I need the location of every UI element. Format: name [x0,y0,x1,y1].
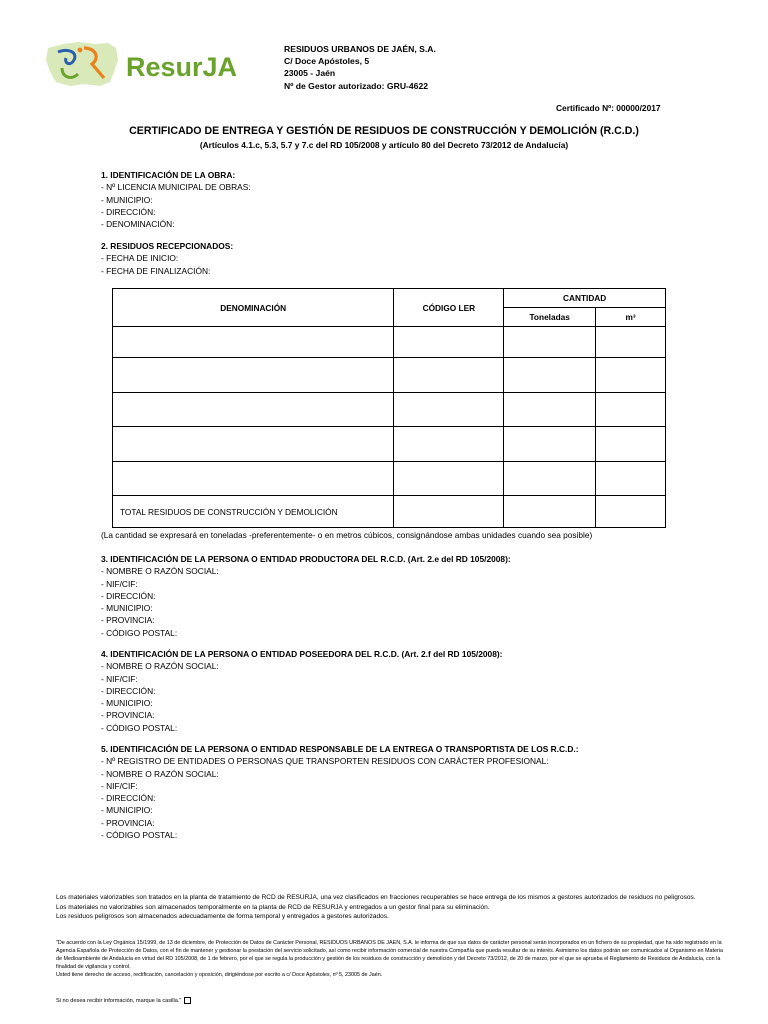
section-obra [101,169,251,230]
field-provincia: - PROVINCIA: [101,710,155,721]
field-nombre: - NOMBRE O RAZÓN SOCIAL: [101,566,219,577]
field-fecha-fin: - FECHA DE FINALIZACIÓN: [101,265,211,276]
cell-denominacion[interactable] [113,358,394,393]
field-nif: - NIF/CIF: [101,673,138,684]
cell-codigo[interactable] [394,393,504,427]
cell-codigo[interactable] [394,327,504,358]
cell-m3[interactable] [596,358,666,393]
header-m3: m³ [596,308,666,327]
resurja-logo [44,38,264,90]
field-municipio: - MUNICIPIO: [101,603,153,614]
quantity-note: (La cantidad se expresará en toneladas -preferentemente- o en metros cúbicos, consignándose ambas unidades cuando sea posible) [101,530,593,540]
field-nombre: - NOMBRE O RAZÓN SOCIAL: [101,661,219,672]
cell-toneladas[interactable] [504,358,596,393]
field-codigo-postal: - CÓDIGO POSTAL: [101,830,178,841]
field-registro: - Nº REGISTRO DE ENTIDADES O PERSONAS QUE TRANSPORTEN RESIDUOS CON CARÁCTER PROFESIONAL: [101,756,549,767]
cell-denominacion[interactable] [113,462,394,496]
cell-denominacion[interactable] [113,327,394,358]
field-codigo-postal: - CÓDIGO POSTAL: [101,722,178,733]
header-cantidad: CANTIDAD [504,289,666,308]
cell-m3[interactable] [596,496,666,528]
optout-line [56,997,191,1004]
document-title: CERTIFICADO DE ENTREGA Y GESTIÓN DE RESIDUOS DE CONSTRUCCIÓN Y DEMOLICIÓN (R.C.D.) [129,125,639,137]
section-residuos [101,240,233,277]
company-gestor: Nº de Gestor autorizado: GRU-4622 [284,80,429,91]
cell-codigo[interactable] [394,358,504,393]
company-info [284,43,436,92]
data-protection-notice [56,940,724,980]
document-subtitle: (Artículos 4.1.c, 5.3, 5.7 y 7.c del RD 105/2008 y artículo 80 del Decreto 73/2012 de Andalucía) [199,140,569,150]
cell-toneladas[interactable] [504,496,596,528]
table-row [113,358,666,393]
section-heading: 5. IDENTIFICACIÓN DE LA PERSONA O ENTIDAD RESPONSABLE DE LA ENTREGA O TRANSPORTISTA DE LOS R.C.D.: [101,744,579,754]
field-codigo-postal: - CÓDIGO POSTAL: [101,627,178,638]
optout-text: Si no desea recibir información, marque la casilla." [56,997,182,1004]
cell-toneladas[interactable] [504,462,596,496]
header-denominacion: DENOMINACIÓN [113,289,394,327]
cell-denominacion[interactable] [113,393,394,427]
logo-wordmark: ResurJA [126,52,238,82]
section-heading: 1. IDENTIFICACIÓN DE LA OBRA: [101,170,236,180]
cell-toneladas[interactable] [504,427,596,462]
field-municipio: - MUNICIPIO: [101,698,153,709]
field-nif: - NIF/CIF: [101,780,138,791]
section-heading: 3. IDENTIFICACIÓN DE LA PERSONA O ENTIDAD PRODUCTORA DEL R.C.D. (Art. 2.e del RD 105/2008): [101,554,511,564]
legal-paragraph: Usted tiene derecho de acceso, rectificación, cancelación y oposición, dirigiéndose por escrito a c/ Doce Apóstoles, nº 5, 23005 de Jaén. [56,971,383,978]
field-nif: - NIF/CIF: [101,578,138,589]
optout-checkbox[interactable] [184,997,191,1004]
footer-paragraph: Los residuos peligrosos son almacenados adecuadamente de forma temporal y entregados a gestores autorizados. [56,913,389,921]
cell-codigo[interactable] [394,462,504,496]
footer-paragraph: Los materiales no valorizables son almacenados temporalmente en la planta de RCD de RESURJA y entregados a un gestor final para su eliminación. [56,903,490,911]
section-productora [101,553,511,639]
header-toneladas: Toneladas [504,308,596,327]
section-heading: 2. RESIDUOS RECEPCIONADOS: [101,241,234,251]
certificate-number: Certificado Nº: 00000/2017 [556,103,661,113]
waste-table [112,288,666,528]
footer-paragraph: Los materiales valorizables son tratados en la planta de tratamiento de RCD de RESURJA, una vez clasificados en fracciones recuperables se hace entrega de los mismos a gestores autorizados de residuos no peligrosos. [56,894,696,901]
cell-m3[interactable] [596,327,666,358]
table-total-row [113,496,666,528]
cell-denominacion[interactable] [113,427,394,462]
table-row [113,393,666,427]
field-direccion: - DIRECCIÓN: [101,206,156,217]
materials-footer [56,893,724,922]
company-street: C/ Doce Apóstoles, 5 [284,56,370,67]
cell-m3[interactable] [596,462,666,496]
legal-paragraph: "De acuerdo con la Ley Orgánica 15/1999, de 13 de diciembre, de Protección de Datos de Carácter Personal, RESIDUOS URBANOS DE JAEN, S.A. le informa de que sus datos de carácter personal serán incorporados en un fichero de su propiedad, que ha sido registrado en la Agencia Española de Protección de Datos, con el fin de mantener y gestionar la prestación del servicio solicitado, así como recibir información comercial de nuestra Compañía que pueda resultar de su interés. Asimismo los datos podrán ser comunicados al Organismo en Materia de Medioambiente de Andalucía en virtud del RD 105/2008, de 1 de febrero, por el que se regula la producción y gestión de los residuos de construcción y demolición y del Decreto 73/2012, de 20 de marzo, por el que se aprueba el Reglamento de Residuos de Andalucía, con la finalidad de vigilancia y control. [56,940,723,970]
field-municipio: - MUNICIPIO: [101,805,153,816]
section-poseedora [101,648,502,734]
field-municipio: - MUNICIPIO: [101,194,153,205]
table-row [113,327,666,358]
field-licencia: - Nº LICENCIA MUNICIPAL DE OBRAS: [101,182,251,193]
cell-codigo[interactable] [394,427,504,462]
company-city: 23005 - Jaén [284,68,336,79]
field-direccion: - DIRECCIÓN: [101,590,156,601]
field-direccion: - DIRECCIÓN: [101,685,156,696]
cell-m3[interactable] [596,427,666,462]
field-direccion: - DIRECCIÓN: [101,793,156,804]
table-row [113,462,666,496]
header-codigo-ler: CÓDIGO LER [394,289,504,327]
section-heading: 4. IDENTIFICACIÓN DE LA PERSONA O ENTIDAD POSEEDORA DEL R.C.D. (Art. 2.f del RD 105/2008): [101,649,503,659]
cell-m3[interactable] [596,393,666,427]
cell-codigo[interactable] [394,496,504,528]
cell-toneladas[interactable] [504,327,596,358]
field-provincia: - PROVINCIA: [101,615,155,626]
field-denominacion: - DENOMINACIÓN: [101,219,175,230]
field-provincia: - PROVINCIA: [101,817,155,828]
table-row [113,427,666,462]
field-nombre: - NOMBRE O RAZÓN SOCIAL: [101,768,219,779]
section-transportista [101,743,579,841]
field-fecha-inicio: - FECHA DE INICIO: [101,253,179,264]
table-header-row [113,289,666,308]
total-label: TOTAL RESIDUOS DE CONSTRUCCIÓN Y DEMOLICIÓN [113,496,394,528]
company-name: RESIDUOS URBANOS DE JAÉN, S.A. [284,44,436,54]
cell-toneladas[interactable] [504,393,596,427]
